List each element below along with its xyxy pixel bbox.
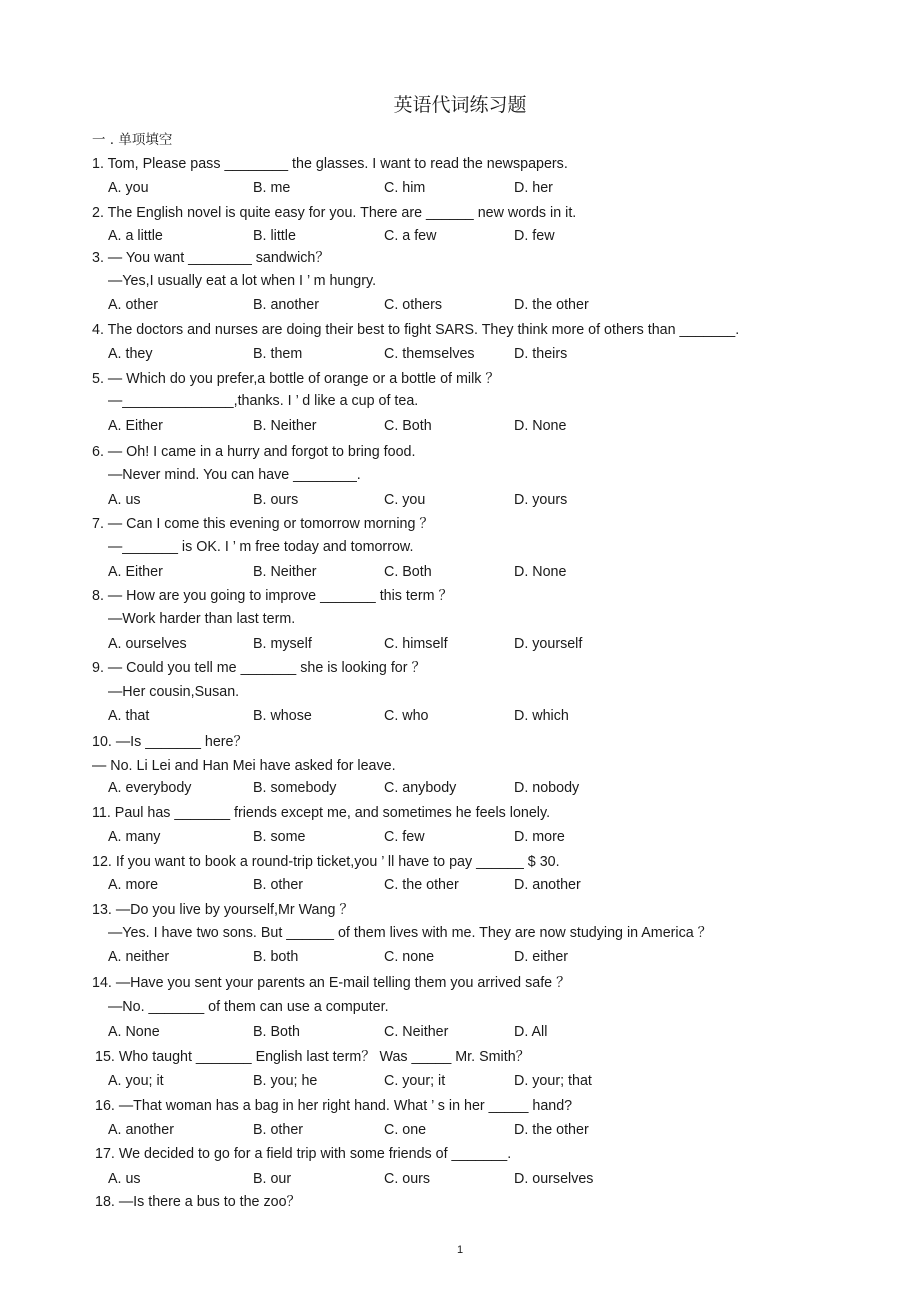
question-8-reply: —Work harder than last term. [108,611,296,627]
q4-option-d: D. theirs [514,346,568,362]
q3-option-a: A. other [108,297,159,313]
question-3: 3. — You want ________ sandwich？ [92,250,330,266]
question-7-reply: —_______ is OK. I ’ m free today and tomorrow. [108,539,414,555]
q9-option-c: C. who [384,708,429,724]
q16-option-d: D. the other [514,1122,589,1138]
q14-option-d: D. All [514,1024,548,1040]
q6-option-a: A. us [108,492,141,508]
q7-option-a: A. Either [108,564,163,580]
q5-option-b: B. Neither [253,418,317,434]
question-14-reply: —No. _______ of them can use a computer. [108,999,389,1015]
q9-option-d: D. which [514,708,569,724]
question-17: 17. We decided to go for a field trip with some friends of _______. [95,1146,512,1162]
question-14: 14. —Have you sent your parents an E-mail telling them you arrived safe ？ [92,975,571,991]
q7-option-c: C. Both [384,564,432,580]
q11-option-b: B. some [253,829,306,845]
q13-option-c: C. none [384,949,435,965]
q12-option-c: C. the other [384,877,459,893]
q10-option-d: D. nobody [514,780,580,796]
question-6: 6. — Oh! I came in a hurry and forgot to bring food. [92,444,416,460]
q13-option-b: B. both [253,949,299,965]
q8-option-a: A. ourselves [108,636,187,652]
q8-option-b: B. myself [253,636,312,652]
q15-option-a: A. you; it [108,1073,164,1089]
q6-option-d: D. yours [514,492,568,508]
q11-option-a: A. many [108,829,161,845]
question-13: 13. —Do you live by yourself,Mr Wang ？ [92,902,354,918]
q1-option-a: A. you [108,180,149,196]
q1-option-d: D. her [514,180,553,196]
q6-option-c: C. you [384,492,426,508]
question-11: 11. Paul has _______ friends except me, and sometimes he feels lonely. [92,805,551,821]
question-6-reply: —Never mind. You can have ________. [108,467,361,483]
q10-option-a: A. everybody [108,780,192,796]
question-5: 5. — Which do you prefer,a bottle of orange or a bottle of milk ？ [92,371,500,387]
q4-option-a: A. they [108,346,153,362]
q10-option-b: B. somebody [253,780,337,796]
q7-option-d: D. None [514,564,567,580]
section-heading: 一 . 单项填空 [92,132,173,148]
q7-option-b: B. Neither [253,564,317,580]
question-10-reply: — No. Li Lei and Han Mei have asked for leave. [92,758,396,774]
q9-option-a: A. that [108,708,150,724]
q14-option-c: C. Neither [384,1024,449,1040]
q4-option-b: B. them [253,346,303,362]
q17-option-b: B. our [253,1171,292,1187]
q15-option-c: C. your; it [384,1073,446,1089]
question-8: 8. — How are you going to improve _______ this term ？ [92,588,453,604]
q11-option-d: D. more [514,829,565,845]
question-12: 12. If you want to book a round-trip ticket,you ’ ll have to pay ______ $ 30. [92,854,560,870]
question-5-reply: —______________,thanks. I ’ d like a cup of tea. [108,393,419,409]
question-1: 1. Tom, Please pass ________ the glasses. I want to read the newspapers. [92,156,568,172]
q2-option-d: D. few [514,228,555,244]
q14-option-a: A. None [108,1024,160,1040]
q2-option-a: A. a little [108,228,163,244]
q17-option-a: A. us [108,1171,141,1187]
q1-option-b: B. me [253,180,291,196]
q4-option-c: C. themselves [384,346,475,362]
q5-option-a: A. Either [108,418,163,434]
q5-option-c: C. Both [384,418,432,434]
question-9: 9. — Could you tell me _______ she is looking for ？ [92,660,426,676]
q2-option-b: B. little [253,228,296,244]
q12-option-b: B. other [253,877,304,893]
question-7: 7. — Can I come this evening or tomorrow morning ？ [92,516,434,532]
q3-option-d: D. the other [514,297,589,313]
q3-option-b: B. another [253,297,319,313]
question-15: 15. Who taught _______ English last term？ Was _____ Mr. Smith？ [95,1049,530,1065]
q12-option-a: A. more [108,877,159,893]
q6-option-b: B. ours [253,492,299,508]
q9-option-b: B. whose [253,708,312,724]
q2-option-c: C. a few [384,228,437,244]
page-title: 英语代词练习题 [393,94,527,116]
question-13-reply: —Yes. I have two sons. But ______ of them lives with me. They are now studying in America ？ [108,925,712,941]
q15-option-d: D. your; that [514,1073,592,1089]
q12-option-d: D. another [514,877,581,893]
q17-option-c: C. ours [384,1171,431,1187]
q10-option-c: C. anybody [384,780,457,796]
question-2: 2. The English novel is quite easy for you. There are ______ new words in it. [92,205,577,221]
q8-option-d: D. yourself [514,636,583,652]
question-9-reply: —Her cousin,Susan. [108,684,240,700]
question-10: 10. —Is _______ here？ [92,734,248,750]
page-number: 1 [456,1244,464,1256]
q3-option-c: C. others [384,297,443,313]
question-18: 18. —Is there a bus to the zoo？ [95,1194,301,1210]
q8-option-c: C. himself [384,636,448,652]
q14-option-b: B. Both [253,1024,300,1040]
q15-option-b: B. you; he [253,1073,318,1089]
question-3-reply: —Yes,I usually eat a lot when I ’ m hungry. [108,273,377,289]
q13-option-a: A. neither [108,949,170,965]
q17-option-d: D. ourselves [514,1171,594,1187]
question-4: 4. The doctors and nurses are doing their best to fight SARS. They think more of others than _______. [92,322,740,338]
q5-option-d: D. None [514,418,567,434]
q13-option-d: D. either [514,949,569,965]
q16-option-a: A. another [108,1122,174,1138]
question-16: 16. —That woman has a bag in her right hand. What ’ s in her _____ hand? [95,1098,573,1114]
q1-option-c: C. him [384,180,426,196]
q16-option-b: B. other [253,1122,304,1138]
q16-option-c: C. one [384,1122,427,1138]
q11-option-c: C. few [384,829,425,845]
